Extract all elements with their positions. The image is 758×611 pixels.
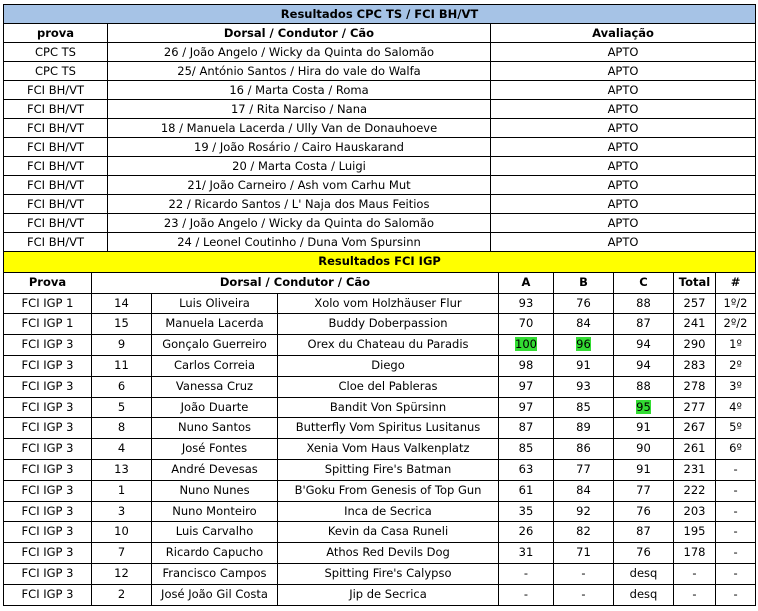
igp-cell-dorsal: 13 — [92, 459, 152, 480]
cpc-results-table — [3, 4, 756, 252]
igp-header-c: C — [614, 272, 674, 293]
igp-cell-b: 92 — [554, 501, 614, 522]
igp-cell-c: 91 — [614, 418, 674, 439]
igp-cell-rank: - — [716, 459, 756, 480]
igp-cell-dorsal: 4 — [92, 439, 152, 460]
igp-cell-c: 91 — [614, 459, 674, 480]
cpc-cell-entry: 24 / Leonel Coutinho / Duna Vom Spursinn — [108, 233, 491, 252]
igp-cell-rank: - — [716, 480, 756, 501]
table-row — [4, 480, 756, 501]
igp-cell-cao: Buddy Doberpassion — [278, 314, 499, 335]
igp-cell-c: 76 — [614, 543, 674, 564]
igp-cell-rank: - — [716, 584, 756, 605]
table-row — [4, 418, 756, 439]
igp-cell-rank: 4º — [716, 397, 756, 418]
igp-cell-condutor: Luis Oliveira — [152, 293, 278, 314]
igp-cell-rank: 1º/2 — [716, 293, 756, 314]
igp-cell-prova: FCI IGP 3 — [4, 563, 92, 584]
table-row — [4, 335, 756, 356]
igp-cell-prova: FCI IGP 3 — [4, 480, 92, 501]
igp-cell-prova: FCI IGP 3 — [4, 584, 92, 605]
igp-cell-a: 97 — [499, 397, 554, 418]
igp-header-rank: # — [716, 272, 756, 293]
igp-cell-rank: 5º — [716, 418, 756, 439]
cpc-cell-avaliacao: APTO — [491, 81, 756, 100]
igp-cell-dorsal: 5 — [92, 397, 152, 418]
igp-section-title: Resultados FCI IGP — [4, 252, 756, 272]
igp-cell-total: - — [674, 563, 716, 584]
igp-cell-rank: 1º — [716, 335, 756, 356]
table-row — [4, 43, 756, 62]
table-row — [4, 62, 756, 81]
igp-cell-cao: Spitting Fire's Calypso — [278, 563, 499, 584]
cpc-cell-avaliacao: APTO — [491, 138, 756, 157]
igp-cell-prova: FCI IGP 3 — [4, 501, 92, 522]
igp-cell-condutor: Francisco Campos — [152, 563, 278, 584]
table-row — [4, 233, 756, 252]
igp-cell-condutor: Carlos Correia — [152, 355, 278, 376]
igp-cell-prova: FCI IGP 1 — [4, 314, 92, 335]
igp-cell-dorsal: 11 — [92, 355, 152, 376]
igp-cell-b: - — [554, 563, 614, 584]
igp-cell-b: 89 — [554, 418, 614, 439]
igp-cell-c: 76 — [614, 501, 674, 522]
cpc-cell-prova: FCI BH/VT — [4, 138, 108, 157]
igp-cell-rank: 2º/2 — [716, 314, 756, 335]
igp-cell-a: 70 — [499, 314, 554, 335]
cpc-section-title: Resultados CPC TS / FCI BH/VT — [4, 5, 756, 24]
igp-cell-prova: FCI IGP 3 — [4, 335, 92, 356]
cpc-cell-avaliacao: APTO — [491, 195, 756, 214]
igp-cell-condutor: Gonçalo Guerreiro — [152, 335, 278, 356]
cpc-cell-entry: 18 / Manuela Lacerda / Ully Van de Donauhoeve — [108, 119, 491, 138]
igp-cell-c: desq — [614, 563, 674, 584]
igp-cell-cao: Spitting Fire's Batman — [278, 459, 499, 480]
igp-cell-prova: FCI IGP 3 — [4, 376, 92, 397]
igp-cell-dorsal: 10 — [92, 522, 152, 543]
cpc-header-prova: prova — [4, 24, 108, 43]
igp-cell-a: 31 — [499, 543, 554, 564]
cpc-header-avaliacao: Avaliação — [491, 24, 756, 43]
score-highlight: 100 — [515, 337, 537, 352]
igp-cell-cao: Kevin da Casa Runeli — [278, 522, 499, 543]
table-row — [4, 100, 756, 119]
igp-cell-condutor: Manuela Lacerda — [152, 314, 278, 335]
igp-cell-dorsal: 1 — [92, 480, 152, 501]
table-row — [4, 157, 756, 176]
table-row — [4, 522, 756, 543]
igp-cell-total: 222 — [674, 480, 716, 501]
igp-cell-total: 290 — [674, 335, 716, 356]
results-sheet — [3, 4, 755, 606]
igp-header-total: Total — [674, 272, 716, 293]
igp-cell-condutor: Luis Carvalho — [152, 522, 278, 543]
igp-cell-condutor: Nuno Monteiro — [152, 501, 278, 522]
igp-cell-c: desq — [614, 584, 674, 605]
igp-cell-c: 77 — [614, 480, 674, 501]
cpc-cell-prova: FCI BH/VT — [4, 176, 108, 195]
cpc-cell-entry: 16 / Marta Costa / Roma — [108, 81, 491, 100]
cpc-cell-avaliacao: APTO — [491, 157, 756, 176]
cpc-cell-entry: 23 / João Angelo / Wicky da Quinta do Salomão — [108, 214, 491, 233]
table-row — [4, 119, 756, 138]
cpc-cell-prova: FCI BH/VT — [4, 157, 108, 176]
igp-cell-total: 261 — [674, 439, 716, 460]
table-row — [4, 459, 756, 480]
igp-cell-condutor: José João Gil Costa — [152, 584, 278, 605]
cpc-cell-avaliacao: APTO — [491, 176, 756, 195]
igp-cell-total: 178 — [674, 543, 716, 564]
cpc-cell-entry: 17 / Rita Narciso / Nana — [108, 100, 491, 119]
igp-cell-a — [499, 335, 554, 356]
igp-cell-a: 98 — [499, 355, 554, 376]
igp-cell-c: 94 — [614, 355, 674, 376]
igp-cell-dorsal: 12 — [92, 563, 152, 584]
igp-cell-total: 278 — [674, 376, 716, 397]
igp-cell-a: 35 — [499, 501, 554, 522]
igp-header-row — [4, 272, 756, 293]
igp-cell-b: 71 — [554, 543, 614, 564]
igp-cell-cao: Cloe del Pableras — [278, 376, 499, 397]
igp-cell-prova: FCI IGP 3 — [4, 418, 92, 439]
igp-cell-condutor: João Duarte — [152, 397, 278, 418]
igp-cell-rank: 6º — [716, 439, 756, 460]
igp-cell-condutor: José Fontes — [152, 439, 278, 460]
igp-cell-a: 97 — [499, 376, 554, 397]
score-highlight: 96 — [576, 337, 591, 352]
igp-cell-b: 91 — [554, 355, 614, 376]
igp-cell-a: 61 — [499, 480, 554, 501]
cpc-cell-entry: 20 / Marta Costa / Luigi — [108, 157, 491, 176]
table-row — [4, 397, 756, 418]
igp-cell-a: 26 — [499, 522, 554, 543]
cpc-cell-prova: FCI BH/VT — [4, 100, 108, 119]
igp-cell-total: 195 — [674, 522, 716, 543]
igp-cell-condutor: Ricardo Capucho — [152, 543, 278, 564]
igp-cell-condutor: Nuno Nunes — [152, 480, 278, 501]
igp-cell-dorsal: 7 — [92, 543, 152, 564]
cpc-cell-prova: FCI BH/VT — [4, 214, 108, 233]
table-row — [4, 81, 756, 100]
igp-cell-dorsal: 8 — [92, 418, 152, 439]
igp-cell-a: - — [499, 584, 554, 605]
igp-cell-dorsal: 15 — [92, 314, 152, 335]
igp-cell-total: - — [674, 584, 716, 605]
igp-cell-prova: FCI IGP 3 — [4, 522, 92, 543]
cpc-cell-avaliacao: APTO — [491, 43, 756, 62]
igp-header-prova: Prova — [4, 272, 92, 293]
igp-cell-b: 85 — [554, 397, 614, 418]
igp-cell-cao: Xenia Vom Haus Valkenplatz — [278, 439, 499, 460]
cpc-header-row — [4, 24, 756, 43]
igp-cell-prova: FCI IGP 3 — [4, 439, 92, 460]
igp-cell-total: 277 — [674, 397, 716, 418]
igp-cell-cao: Inca de Secrica — [278, 501, 499, 522]
igp-cell-a: - — [499, 563, 554, 584]
table-row — [4, 176, 756, 195]
cpc-cell-prova: FCI BH/VT — [4, 195, 108, 214]
igp-cell-cao: Orex du Chateau du Paradis — [278, 335, 499, 356]
igp-cell-rank: - — [716, 522, 756, 543]
igp-cell-dorsal: 9 — [92, 335, 152, 356]
cpc-cell-prova: FCI BH/VT — [4, 119, 108, 138]
table-row — [4, 214, 756, 233]
igp-cell-prova: FCI IGP 3 — [4, 459, 92, 480]
igp-cell-dorsal: 3 — [92, 501, 152, 522]
table-row — [4, 376, 756, 397]
igp-cell-cao: B'Goku From Genesis of Top Gun — [278, 480, 499, 501]
igp-cell-dorsal: 2 — [92, 584, 152, 605]
cpc-cell-avaliacao: APTO — [491, 119, 756, 138]
igp-cell-rank: - — [716, 543, 756, 564]
igp-cell-cao: Diego — [278, 355, 499, 376]
igp-header-dorsal: Dorsal / Condutor / Cão — [92, 272, 499, 293]
igp-cell-prova: FCI IGP 3 — [4, 355, 92, 376]
cpc-cell-entry: 26 / João Angelo / Wicky da Quinta do Salomão — [108, 43, 491, 62]
igp-cell-total: 241 — [674, 314, 716, 335]
igp-cell-condutor: Vanessa Cruz — [152, 376, 278, 397]
igp-cell-prova: FCI IGP 1 — [4, 293, 92, 314]
table-row — [4, 314, 756, 335]
cpc-cell-avaliacao: APTO — [491, 100, 756, 119]
cpc-cell-avaliacao: APTO — [491, 62, 756, 81]
table-row — [4, 195, 756, 214]
igp-cell-rank: - — [716, 563, 756, 584]
igp-cell-rank: 2º — [716, 355, 756, 376]
cpc-cell-entry: 19 / João Rosário / Cairo Hauskarand — [108, 138, 491, 157]
igp-cell-b: 84 — [554, 314, 614, 335]
igp-cell-rank: - — [716, 501, 756, 522]
igp-cell-condutor: André Devesas — [152, 459, 278, 480]
igp-header-a: A — [499, 272, 554, 293]
cpc-cell-entry: 25/ António Santos / Hira do vale do Walfa — [108, 62, 491, 81]
igp-cell-a: 93 — [499, 293, 554, 314]
igp-cell-b: 77 — [554, 459, 614, 480]
igp-section-title-row — [4, 252, 756, 272]
table-row — [4, 543, 756, 564]
igp-cell-c: 90 — [614, 439, 674, 460]
table-row — [4, 501, 756, 522]
igp-cell-b: 93 — [554, 376, 614, 397]
igp-cell-cao: Bandit Von Spürsinn — [278, 397, 499, 418]
igp-cell-condutor: Nuno Santos — [152, 418, 278, 439]
igp-cell-rank: 3º — [716, 376, 756, 397]
igp-cell-dorsal: 6 — [92, 376, 152, 397]
igp-cell-c — [614, 397, 674, 418]
cpc-cell-avaliacao: APTO — [491, 233, 756, 252]
igp-cell-b: - — [554, 584, 614, 605]
igp-cell-prova: FCI IGP 3 — [4, 397, 92, 418]
cpc-cell-prova: FCI BH/VT — [4, 233, 108, 252]
cpc-cell-prova: CPC TS — [4, 62, 108, 81]
igp-cell-total: 267 — [674, 418, 716, 439]
igp-cell-cao: Jip de Secrica — [278, 584, 499, 605]
table-row — [4, 439, 756, 460]
igp-header-b: B — [554, 272, 614, 293]
table-row — [4, 293, 756, 314]
igp-cell-cao: Athos Red Devils Dog — [278, 543, 499, 564]
score-highlight: 95 — [636, 399, 651, 414]
igp-cell-a: 63 — [499, 459, 554, 480]
cpc-section-title-row — [4, 5, 756, 24]
igp-cell-c: 87 — [614, 522, 674, 543]
cpc-cell-avaliacao: APTO — [491, 214, 756, 233]
igp-cell-c: 94 — [614, 335, 674, 356]
igp-cell-c: 87 — [614, 314, 674, 335]
cpc-cell-entry: 21/ João Carneiro / Ash vom Carhu Mut — [108, 176, 491, 195]
igp-cell-b: 82 — [554, 522, 614, 543]
igp-cell-b — [554, 335, 614, 356]
cpc-cell-entry: 22 / Ricardo Santos / L' Naja dos Maus Feitios — [108, 195, 491, 214]
igp-cell-total: 283 — [674, 355, 716, 376]
igp-cell-total: 257 — [674, 293, 716, 314]
table-row — [4, 355, 756, 376]
igp-cell-cao: Butterfly Vom Spiritus Lusitanus — [278, 418, 499, 439]
igp-cell-c: 88 — [614, 376, 674, 397]
igp-cell-c: 88 — [614, 293, 674, 314]
table-row — [4, 584, 756, 605]
igp-cell-a: 85 — [499, 439, 554, 460]
igp-cell-total: 231 — [674, 459, 716, 480]
igp-cell-b: 76 — [554, 293, 614, 314]
igp-cell-a: 87 — [499, 418, 554, 439]
table-row — [4, 563, 756, 584]
igp-cell-b: 86 — [554, 439, 614, 460]
igp-cell-cao: Xolo vom Holzhäuser Flur — [278, 293, 499, 314]
igp-cell-prova: FCI IGP 3 — [4, 543, 92, 564]
cpc-cell-prova: FCI BH/VT — [4, 81, 108, 100]
igp-cell-total: 203 — [674, 501, 716, 522]
igp-cell-b: 84 — [554, 480, 614, 501]
igp-results-table — [3, 252, 756, 606]
igp-cell-dorsal: 14 — [92, 293, 152, 314]
table-row — [4, 138, 756, 157]
cpc-header-dorsal: Dorsal / Condutor / Cão — [108, 24, 491, 43]
cpc-cell-prova: CPC TS — [4, 43, 108, 62]
